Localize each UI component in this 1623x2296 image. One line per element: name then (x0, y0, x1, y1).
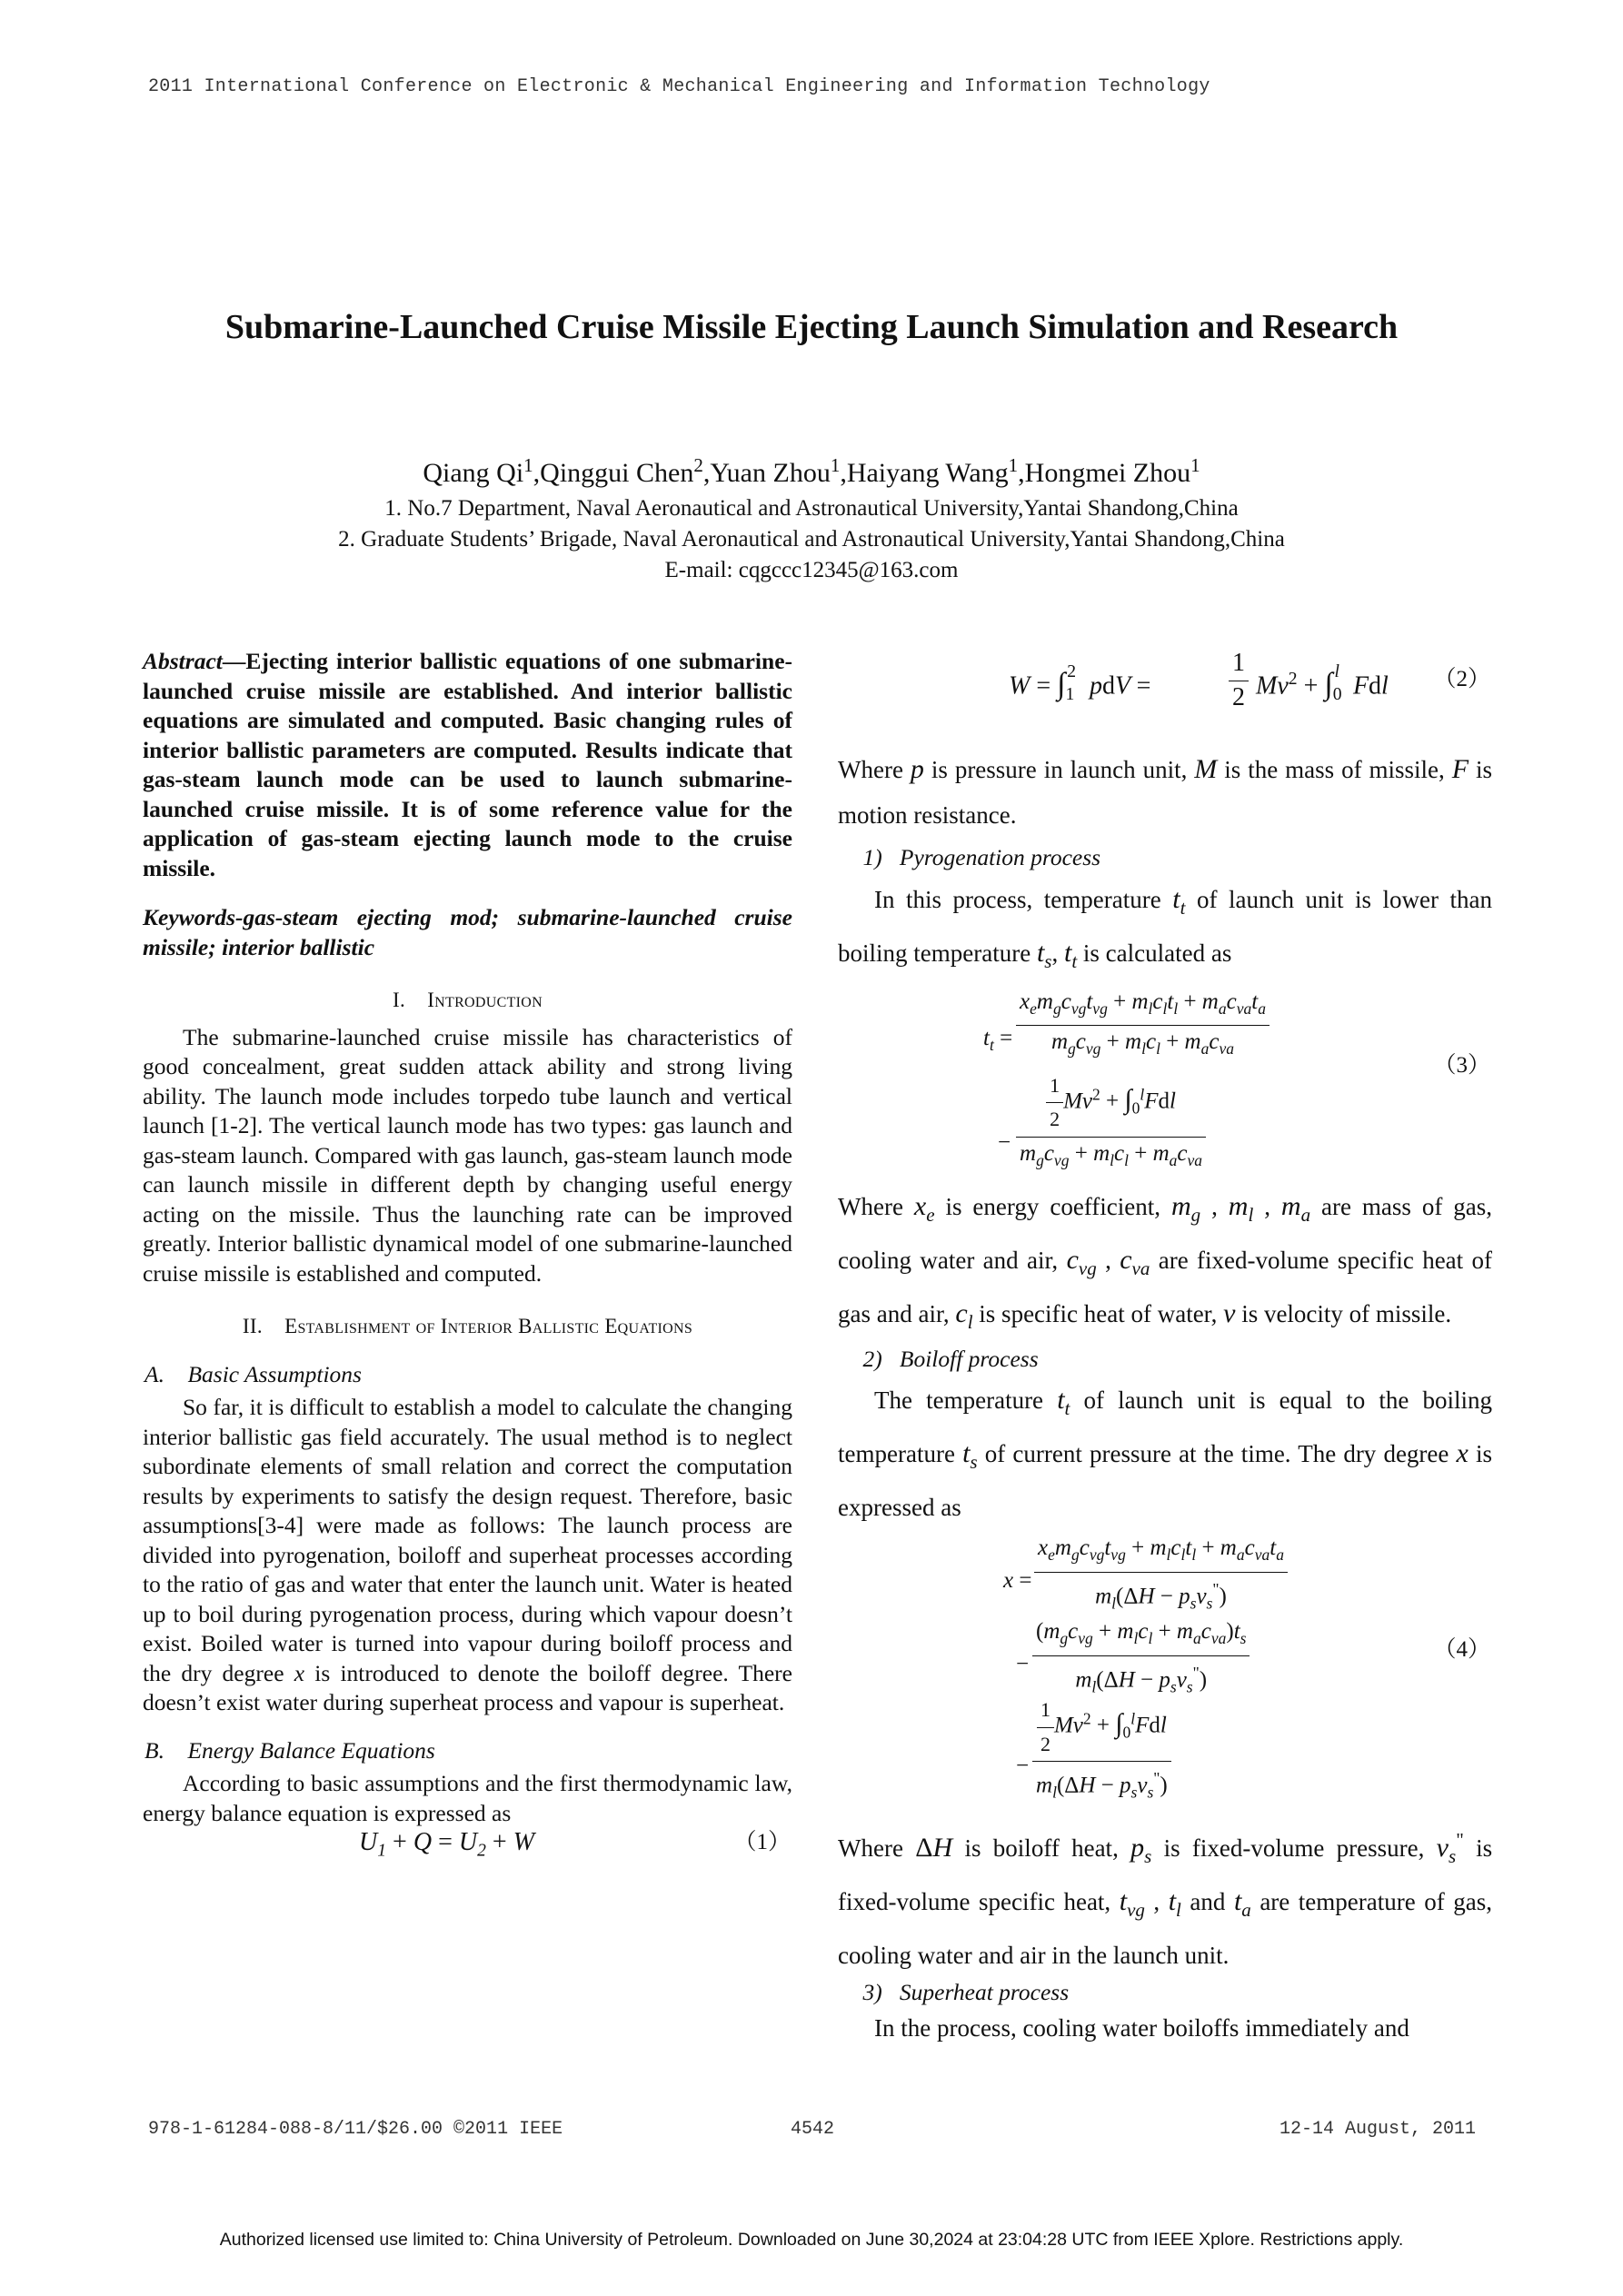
abstract-text: Ejecting interior ballistic equations of one submarine-launched cruise missile are established. And interior ballistic equations are simulated and computed. Basic changing rules of interior ballistic parameters are computed. Results indicate that gas-steam launch mode can be used to launch submarine-launched cruise missile. It is of some reference value for the application of gas-steam ejecting launch mode to the cruise missile. (143, 648, 792, 881)
equation-1: $U_1 + Q = U_2 + W$ （1） (359, 1828, 791, 1861)
author-aff-mark: 1 (1008, 454, 1019, 476)
author-email: E-mail: cqgccc12345@163.com (664, 558, 959, 582)
paper-title: Submarine-Launched Cruise Missile Ejecting Launch Simulation and Research (224, 308, 1399, 346)
process-heading-boiloff: 2) Boiloff process (862, 1345, 1039, 1372)
subsection-heading-energy: B. Energy Balance Equations (144, 1736, 435, 1764)
equation-2: $W = \int_1^2$ pdV = $\frac{1}{2}$ $Mv^2 + \int_0^l$ Fdl （2） (1009, 649, 1490, 711)
author-aff-mark: 1 (523, 454, 533, 476)
text-where-dh: Where ΔH is boiloff heat, $p_s$ is fixed-volume pressure, $v_s^"$ is fixed-volume specific heat, $t_{vg}$ , $t_l$ and $t_a$ are temperature of gas, cooling water and air in the launch unit. (838, 1829, 1493, 1969)
equation-4: x = $x_em_gc_{vg}t_{vg} + m_lc_lt_l + m_ac_{va}t_a$ $m_l(\Delta H - p_sv_s^")$ − $(m_gc_{vg} + m_lc_l + m_ac_{va})t_s$ $m_l(\Delta H - p_sv_s^")$ − $\frac{1}{2}$ $Mv^2 + \int_0^lFdl$ $m_l(\Delta H - p_sv_s^")$ （4） (1003, 1536, 1490, 1802)
process-heading-superheat: 3) Superheat process (862, 1979, 1070, 2005)
author-name: Qinggui Chen (540, 458, 694, 488)
equation-number: （1） (733, 1830, 791, 1854)
abstract-dash: — (222, 648, 246, 674)
author-aff-mark: 2 (693, 454, 703, 476)
abstract-lead: Abstract (143, 648, 223, 674)
footer-date: 12-14 August, 2011 (1279, 2119, 1477, 2140)
equation-number: （2） (1433, 667, 1490, 691)
section-heading-introduction: I. Introduction (392, 989, 543, 1011)
page-number: 4542 (791, 2119, 835, 2140)
abstract (143, 647, 792, 883)
equation-number: （3） (1433, 1052, 1490, 1078)
right-column (838, 647, 1492, 2044)
equation-number: （4） (1433, 1637, 1490, 1662)
author-name: Haiyang Wang (846, 458, 1009, 488)
author-list: Qiang Qi$^1$,Qinggui Chen$^2$,Yuan Zhou$^1$,Haiyang Wang$^1$,Hongmei Zhou$^1$ (423, 454, 1200, 488)
affiliation-2: 2. Graduate Students’ Brigade, Naval Aeronautical and Astronautical University,Yantai Shandong,China (338, 527, 1285, 552)
author-aff-mark: 1 (1190, 454, 1200, 476)
boiloff-text: The temperature $t_t$ of launch unit is equal to the boiling temperature $t_s$ of current pressure at the time. The dry degree x is expressed as (838, 1385, 1493, 1521)
superheat-text: In the process, cooling water boiloffs immediately and (874, 2013, 1409, 2042)
pyrogenation-text: In this process, temperature $t_t$ of launch unit is lower than boiling temperature $t_s$, $t_t$ is calculated as (838, 883, 1493, 972)
process-heading-pyrogenation: 1) Pyrogenation process (862, 844, 1101, 870)
left-column (143, 647, 792, 1861)
introduction-text: The submarine-launched cruise missile has characteristics of good concealment, great sudden attack ability and strong living ability. The launch mode includes torpedo tube launch and vertical launch [1-2]. The vertical launch mode has two types: gas launch and gas-steam launch. Compared with gas launch, gas-steam launch mode can launch missile in different depth by changing useful energy acting on the missile. Thus the launching rate can be improved greatly. Interior ballistic dynamical model of one submarine-launched cruise missile is established and computed. (143, 1023, 792, 1287)
author-name: Hongmei Zhou (1024, 458, 1191, 488)
text-where-p: Where p is pressure in launch unit, M is the mass of missile, F is motion resistance. (838, 754, 1493, 829)
text-where-xe: Where $x_e$ is energy coefficient, $m_g$ , $m_l$ , $m_a$ are mass of gas, cooling water and air, $c_{vg}$ , $c_{va}$ are fixed-volume specific heat of gas and air, $c_l$ is specific heat of water, v is velocity of missile. (838, 1190, 1493, 1333)
authorization-notice: Authorized licensed use limited to: China University of Petroleum. Downloaded on June 30,2024 at 23:04:28 UTC from IEEE Xplore. Restrictions apply. (219, 2230, 1404, 2250)
author-name: Qiang Qi (423, 458, 524, 488)
affiliation-1: 1. No.7 Department, Naval Aeronautical and Astronautical University,Yantai Shandong,China (384, 496, 1239, 521)
keywords: Keywords-gas-steam ejecting mod; submarine-launched cruise missile; interior ballistic (143, 904, 792, 960)
subsection-heading-assumptions: A. Basic Assumptions (144, 1360, 362, 1387)
assumptions-text: So far, it is difficult to establish a model to calculate the changing interior ballistic gas field accurately. The usual method is to neglect subordinate elements of small relation and correct the computation results by experiments to satisfy the design request. Therefore, basic assumptions[3-4] were made as follows: The launch process are divided into pyrogenation, boiloff and superheat processes according to the ratio of gas and water that enter the launch unit. Water is heated up to boil during pyrogenation process, during which vapour doesn’t exist. Boiled water is turned into vapour during boiloff process and the dry degree x is introduced to denote the boiloff degree. There doesn’t exist water during superheat process and vapour is superheat. (143, 1394, 792, 1715)
energy-text: According to basic assumptions and the first thermodynamic law, energy balance equation is expressed as (143, 1770, 792, 1826)
author-aff-mark: 1 (830, 454, 841, 476)
running-header: 2011 International Conference on Electronic & Mechanical Engineering and Information Technology (148, 76, 1210, 97)
equation-3: $t_t$ = $x_em_gc_{vg}t_{vg} + m_lc_lt_l + m_ac_{va}t_a$ $m_gc_{vg} + m_lc_l + m_ac_{va}$ − $\frac{1}{2}$ $Mv^2 + \int_0^lFdl$ $m_gc_{vg} + m_lc_l + m_ac_{va}$ （3） (983, 989, 1490, 1169)
footer-copyright: 978-1-61284-088-8/11/$26.00 ©2011 IEEE (148, 2119, 563, 2140)
section-heading-establishment: II. Establishment of Interior Ballistic Equations (242, 1315, 693, 1337)
author-name: Yuan Zhou (710, 458, 831, 488)
